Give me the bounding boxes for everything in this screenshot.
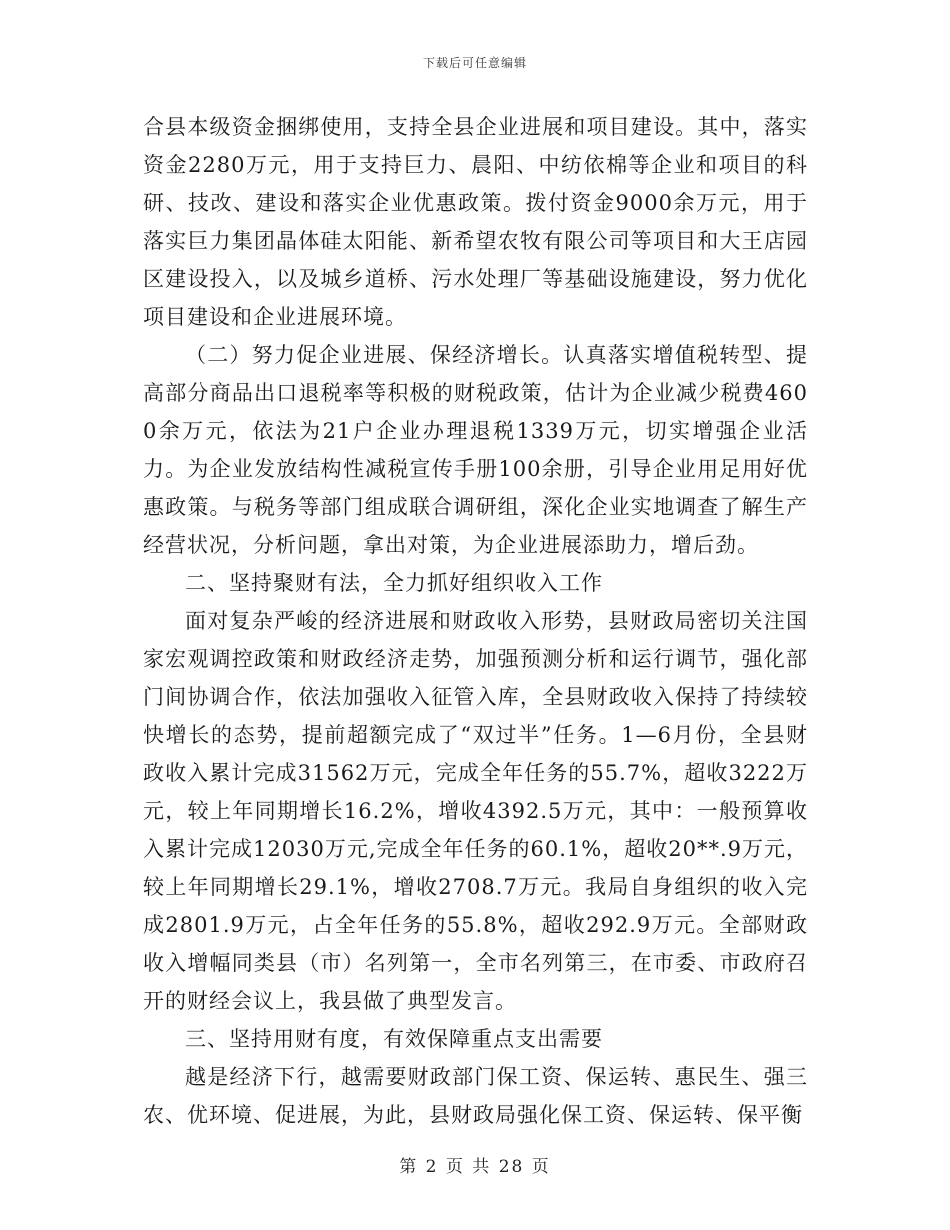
document-body [143,108,808,1134]
paragraph-revenue: 面对复杂严峻的经济进展和财政收入形势，县财政局密切关注国家宏观调控政策和财政经济走势，加强预测分析和运行调节，强化部门间协调合作，依法加强收入征管入库，全县财政收入保持了持续较快增长的态势，提前超额完成了“双过半”任务。1—6月份，全县财政收入累计完成31562万元，完成全年任务的55.7%，超收3222万元，较上年同期增长16.2%，增收4392.5万元，其中：一般预算收入累计完成12030万元,完成全年任务的60.1%，超收20**.9万元，较上年同期增长29.1%，增收2708.7万元。我局自身组织的收入完成2801.9万元，占全年任务的55.8%，超收292.9万元。全部财政收入增幅同类县（市）名列第一，全市名列第三，在市委、市政府召开的财经会议上，我县做了典型发言。 [143,609,808,1013]
page-footer: 第 2 页 共 28 页 [399,1157,551,1177]
section-heading-expenditure: 三、坚持用财有度，有效保障重点支出需要 [185,1027,603,1051]
paragraph-enterprise-support: （二）努力促企业进展、保经济增长。认真落实增值税转型、提高部分商品出口退税率等积极的财税政策，估计为企业减少税费4600余万元，依法为21户企业办理退税1339万元，切实增强企业活力。为企业发放结构性减税宣传手册100余册，引导企业用足用好优惠政策。与税务等部门组成联合调研组，深化企业实地调查了解生产经营状况，分析问题，拿出对策，为企业进展添助力，增后劲。 [143,343,808,557]
page-header: 下载后可任意编辑 [422,56,527,70]
paragraph-continuation: 合县本级资金捆绑使用，支持全县企业进展和项目建设。其中，落实资金2280万元，用于支持巨力、晨阳、中纺依棉等企业和项目的科研、技改、建设和落实企业优惠政策。拨付资金9000余万元，用于落实巨力集团晶体硅太阳能、新希望农牧有限公司等项目和大王店园区建设投入，以及城乡道桥、污水处理厂等基础设施建设，努力优化项目建设和企业进展环境。 [143,115,808,329]
paragraph-expenditure: 越是经济下行，越需要财政部门保工资、保运转、惠民生、强三农、优环境、促进展，为此，县财政局强化保工资、保运转、保平衡 [143,1065,808,1127]
section-heading-revenue: 二、坚持聚财有法，全力抓好组织收入工作 [185,571,603,595]
